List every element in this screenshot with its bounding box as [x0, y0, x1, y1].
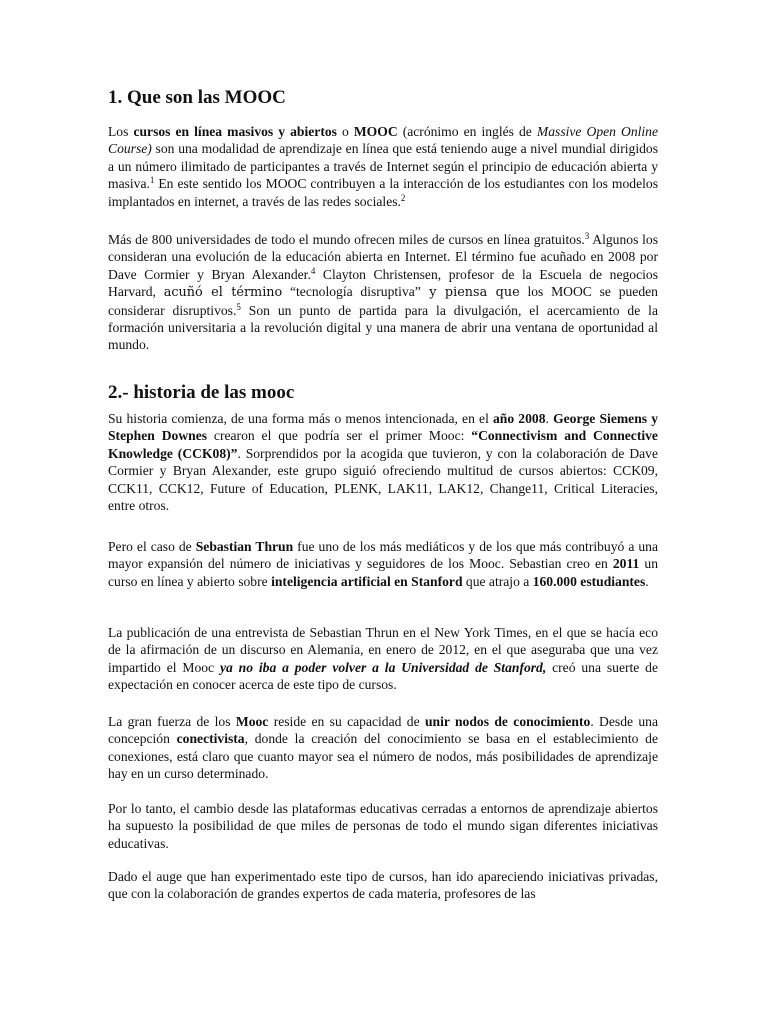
text-run: Por lo tanto, el cambio desde las plataformas educativas cerradas a entornos de aprendizaje abiertos ha supuesto la posibilidad de que miles de personas de todo el mundo sigan diferentes iniciativas educativas. [108, 801, 658, 851]
text-run: los MOOC se pueden considerar disruptivos. [108, 284, 658, 318]
bold-text: Mooc [235, 714, 269, 729]
text-run: En este sentido los MOOC contribuyen a la interacción de los estudiantes con los modelos implantados en internet, a través de las redes sociales. [108, 176, 658, 209]
bold-text: cursos en línea masivos y abiertos [133, 124, 337, 139]
text-run: Su historia comienza, de una forma más o menos intencionada, en el [108, 411, 493, 426]
paragraph [108, 868, 658, 903]
footnote-ref: 4 [310, 265, 316, 276]
paragraph [108, 538, 658, 590]
text-run: Clayton Christensen, profesor de la Escuela de negocios Harvard, [108, 266, 658, 300]
text-run: “tecnología disruptiva” [282, 284, 421, 300]
bold-text: George Siemens y Stephen Downes [108, 411, 659, 444]
text-run: . Desde una concepción [108, 714, 659, 747]
footnote-ref: 2 [400, 192, 406, 203]
text-run: que atrajo a [462, 573, 533, 589]
text-run: son una modalidad de aprendizaje en línea que está teniendo auge a nivel mundial dirigidos a un número ilimitado de participantes a través de Internet según el principio de educación abierta y masiva. [108, 141, 658, 192]
bold-text: año 2008 [493, 411, 546, 426]
footnote-ref: 3 [584, 231, 590, 241]
text-run: La publicación de una entrevista de Sebastian Thrun en el New York Times, en el que se hacía eco de la afirmación de un discurso en Alemania, en enero de 2012, en el que aseguraba que una vez impartido el Mooc [108, 625, 658, 675]
paragraph [108, 410, 658, 514]
bold-text: Sebastian Thrun [195, 539, 294, 554]
paragraph [108, 123, 658, 210]
paragraph [108, 800, 658, 852]
text-run: un curso en línea y abierto sobre [108, 556, 658, 589]
text-run: . [645, 573, 649, 589]
text-run: . Sorprendidos por la acogida que tuvieron, y con la colaboración de Dave Cormier y Bryan Alexander, este grupo siguió ofreciendo multitud de cursos abiertos: CCK09, CCK11, CCK12, Future of Education, PLENK, LAK11, LAK12, Change11, Critical Literacies, entre otros. [108, 445, 658, 514]
bold-text: conectivista [176, 731, 245, 747]
text-run: , donde la creación del conocimiento se basa en el establecimiento de conexiones, está claro que cuanto mayor sea el número de nodos, más posibilidades de aprendizaje hay en un curso determinado. [108, 731, 658, 782]
text-run: La gran fuerza de los [108, 714, 236, 729]
text-run: fue uno de los más mediáticos y de los que más contribuyó a una mayor expansión del número de iniciativas y seguidores de los Mooc. Sebastian creo en [108, 539, 658, 572]
alt-font-text: acuñó el término [163, 285, 283, 301]
text-run: reside en su capacidad de [268, 714, 425, 729]
section-heading-1: 1. Que son las MOOC [108, 87, 286, 108]
text-run: (acrónimo en inglés de [397, 124, 537, 139]
text-run: Pero el caso de [108, 539, 196, 554]
text-run: Los [108, 124, 134, 139]
text-run: Algunos los consideran una evolución de la educación abierta en Internet. El término fue acuñado en 2008 por Dave Cormier y Bryan Alexander. [108, 232, 658, 282]
section-heading-2: 2.- historia de las mooc [108, 382, 295, 403]
paragraph [108, 713, 658, 783]
alt-font-text: y piensa que [420, 285, 520, 301]
bold-text: MOOC [353, 124, 398, 139]
bold-text: unir nodos de conocimiento [424, 714, 591, 729]
bold-text: “Connectivism and Connective Knowledge (CCK08)” [108, 428, 658, 461]
bold-text: 160.000 estudiantes [532, 573, 646, 589]
text-run: Son un punto de partida para la divulgación, el acercamiento de la formación universitaria a la revolución digital y una manera de abrir una ventana de oportunidad al mundo. [108, 302, 658, 353]
text-run: crearon el que podría ser el primer Mooc: [207, 428, 472, 444]
paragraph [108, 231, 658, 354]
text-run: . [545, 411, 554, 426]
text-run: o [336, 124, 354, 139]
bold-text: 2011 [612, 556, 640, 572]
emphasis-text: ya no iba a poder volver a la Universidad de Stanford, [219, 659, 547, 675]
text-run: creó una suerte de expectación en conocer acerca de este tipo de cursos. [108, 659, 659, 693]
paragraph [108, 624, 658, 694]
footnote-ref: 1 [149, 175, 155, 186]
footnote-ref: 5 [236, 301, 241, 312]
bold-text: inteligencia artificial en Stanford [271, 573, 463, 589]
italic-text: Massive Open Online Course) [108, 124, 658, 157]
text-run: Dado el auge que han experimentado este tipo de cursos, han ido apareciendo iniciativas privadas, que con la colaboración de grandes expertos de cada materia, profesores de las [108, 869, 658, 902]
text-run: Más de 800 universidades de todo el mundo ofrecen miles de cursos en línea gratuitos. [108, 232, 585, 247]
